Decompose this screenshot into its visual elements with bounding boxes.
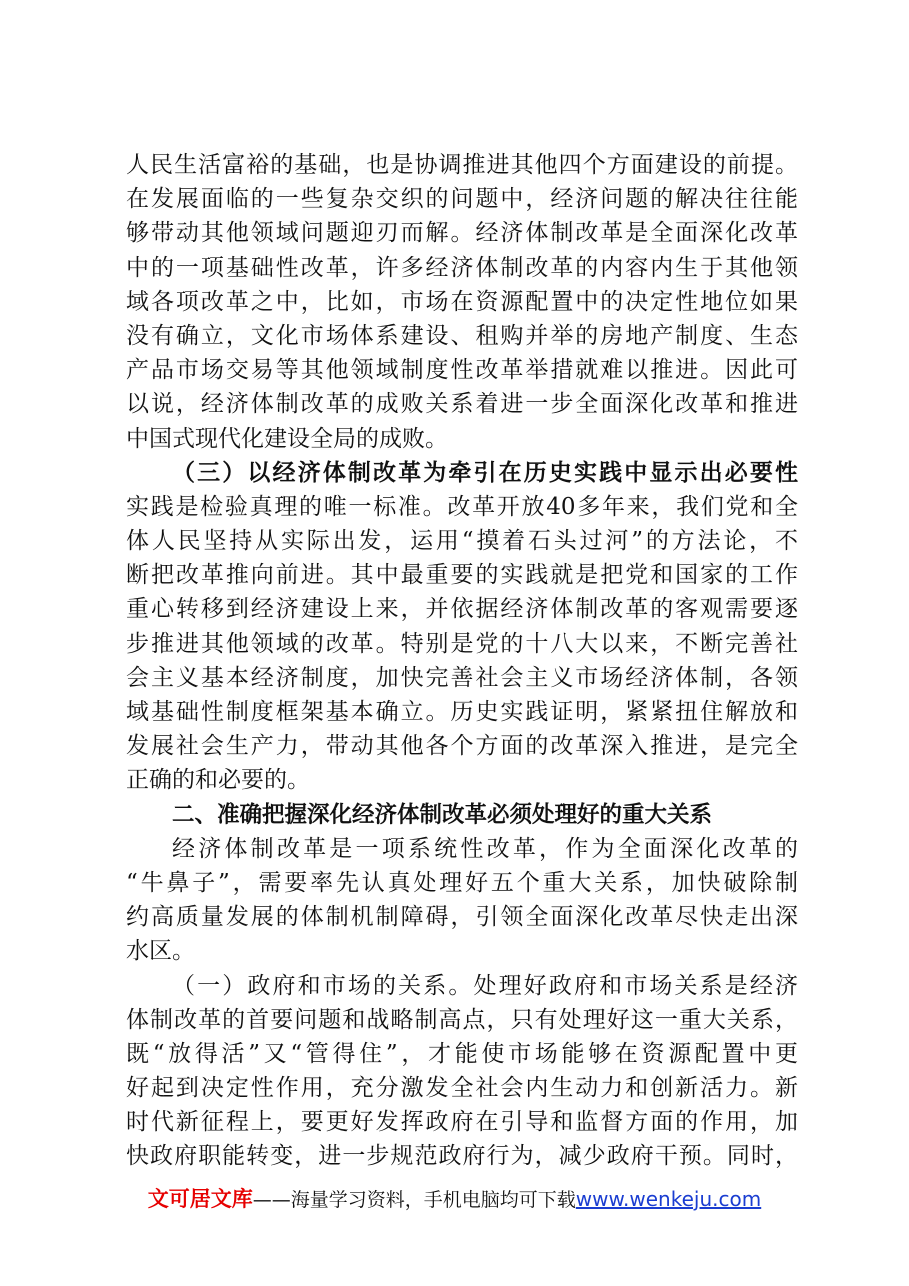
text-line: 产品市场交易等其他领域制度性改革举措就难以推进。因此可 bbox=[126, 357, 798, 384]
text-line: 时代新征程上，要更好发挥政府在引导和监督方面的作用，加 bbox=[126, 1109, 798, 1136]
text-line: 以说，经济体制改革的成败关系着进一步全面深化改革和推进 bbox=[126, 391, 798, 418]
text-line: 快政府职能转变，进一步规范政府行为，减少政府干预。同时， bbox=[126, 1143, 798, 1170]
text-line: 既“放得活”又“管得住”，才能使市场能够在资源配置中更 bbox=[126, 1040, 798, 1067]
text-line: 人民生活富裕的基础，也是协调推进其他四个方面建设的前提。 bbox=[126, 152, 798, 178]
text-line: （一）政府和市场的关系。处理好政府和市场关系是经济 bbox=[172, 972, 798, 999]
text-line: 在发展面临的一些复杂交织的问题中，经济问题的解决往往能 bbox=[126, 186, 798, 213]
document-body bbox=[126, 148, 798, 1174]
section-heading: 二、准确把握深化经济体制改革必须处理好的重大关系 bbox=[172, 801, 713, 828]
text-line: 发展社会生产力，带动其他各个方面的改革深入推进，是完全 bbox=[126, 733, 798, 760]
text-line: 实践是检验真理的唯一标准。改革开放40多年来，我们党和全 bbox=[126, 493, 798, 520]
text-line: 重心转移到经济建设上来，并依据经济体制改革的客观需要逐 bbox=[126, 596, 798, 623]
text-line: 正确的和必要的。 bbox=[126, 767, 310, 794]
subsection-heading: （三）以经济体制改革为牵引在历史实践中显示出必要性 bbox=[172, 458, 798, 486]
footer-url-link[interactable]: www.wenkeju.com bbox=[575, 1187, 762, 1211]
text-line: 域基础性制度框架基本确立。历史实践证明，紧紧扭住解放和 bbox=[126, 699, 798, 725]
text-line: 中的一项基础性改革，许多经济体制改革的内容内生于其他领 bbox=[126, 254, 798, 281]
footer-brand: 文可居文库 bbox=[147, 1187, 253, 1211]
text-line: 够带动其他领域问题迎刃而解。经济体制改革是全面深化改革 bbox=[126, 220, 798, 247]
text-line: 没有确立，文化市场体系建设、租购并举的房地产制度、生态 bbox=[126, 322, 798, 349]
text-line: 好起到决定性作用，充分激发全社会内生动力和创新活力。新 bbox=[126, 1075, 798, 1102]
text-line: 断把改革推向前进。其中最重要的实践就是把党和国家的工作 bbox=[126, 562, 798, 589]
text-line: 体人民坚持从实际出发，运用“摸着石头过河”的方法论，不 bbox=[126, 528, 798, 555]
text-line: 中国式现代化建设全局的成败。 bbox=[126, 425, 448, 452]
text-line: 体制改革的首要问题和战略制高点，只有处理好这一重大关系， bbox=[126, 1006, 798, 1033]
text-line: 域各项改革之中，比如，市场在资源配置中的决定性地位如果 bbox=[126, 288, 798, 315]
footer-banner bbox=[0, 1183, 909, 1213]
text-line: 经济体制改革是一项系统性改革，作为全面深化改革的 bbox=[172, 835, 798, 862]
text-line: “牛鼻子”，需要率先认真处理好五个重大关系，加快破除制 bbox=[126, 869, 798, 896]
text-line: 会主义基本经济制度，加快完善社会主义市场经济体制，各领 bbox=[126, 664, 798, 691]
text-line: 水区。 bbox=[126, 938, 195, 965]
text-line: 约高质量发展的体制机制障碍，引领全面深化改革尽快走出深 bbox=[126, 904, 798, 931]
footer-tagline: ——海量学习资料，手机电脑均可下载 bbox=[252, 1189, 576, 1211]
text-line: 步推进其他领域的改革。特别是党的十八大以来，不断完善社 bbox=[126, 630, 798, 657]
